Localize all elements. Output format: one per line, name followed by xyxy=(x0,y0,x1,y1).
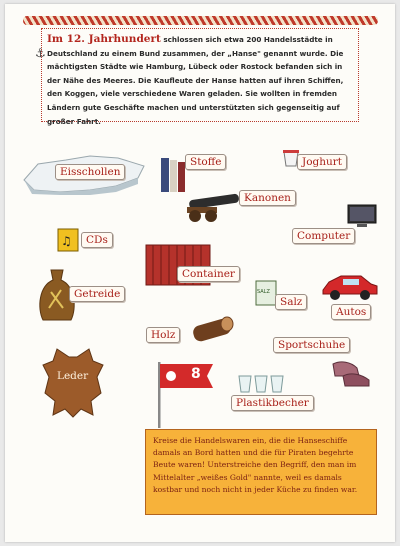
task-instructions-box: Kreise die Handelswaren ein, die die Hanseschiffe damals an Bord hatten und die für Piraten begehrte Beute waren! Unterstreiche den Begriff, den man im Mittelalter „weißes Gold" nannte, weil es damals kostbar und noch nicht in jeder Küche zu finden war. xyxy=(145,429,377,515)
label-stoffe[interactable]: Stoffe xyxy=(185,154,226,170)
plastic-cups-image xyxy=(237,374,287,394)
label-cds[interactable]: CDs xyxy=(81,232,113,248)
anchor-icon: ⚓ xyxy=(35,46,46,60)
label-kanonen[interactable]: Kanonen xyxy=(239,190,296,206)
label-sportschuhe[interactable]: Sportschuhe xyxy=(273,337,350,353)
cd-case-image xyxy=(57,228,79,252)
computer-image xyxy=(347,204,377,230)
intro-body: schlossen sich etwa 200 Handelsstädte in Deutschland zu einem Bund zusammen, der „Hanse" genannt wurde. Die mächtigsten Städte wie Hamburg, Lübeck oder Rostock befanden sich in der Nähe des Meeres. Die Kaufleute der Hanse hatten auf ihren Schiffen, den Koggen, viele verschiedene Waren geladen. Sie wollten in fremden Ländern gute Geschäfte machen und unterstützten sich gegenseitig auf großer Fahrt. xyxy=(47,35,344,126)
svg-text:♫: ♫ xyxy=(61,234,72,248)
worksheet-page xyxy=(5,4,395,542)
intro-lead: Im 12. Jahrhundert xyxy=(47,33,161,45)
label-eisschollen[interactable]: Eisschollen xyxy=(55,164,125,180)
label-container[interactable]: Container xyxy=(177,266,240,282)
label-getreide[interactable]: Getreide xyxy=(69,286,125,302)
rope-decoration xyxy=(23,16,378,25)
intro-text-box xyxy=(41,28,359,126)
sneakers-image xyxy=(329,354,373,390)
label-salz[interactable]: Salz xyxy=(275,294,307,310)
label-joghurt[interactable]: Joghurt xyxy=(297,154,347,170)
car-image xyxy=(319,270,381,302)
label-computer[interactable]: Computer xyxy=(292,228,355,244)
leather-hide-image xyxy=(41,347,105,419)
wood-log-image xyxy=(189,316,235,346)
label-holz[interactable]: Holz xyxy=(146,327,180,343)
label-plastikbecher[interactable]: Plastikbecher xyxy=(231,395,314,411)
label-autos[interactable]: Autos xyxy=(331,304,371,320)
flag-number: 8 xyxy=(191,366,201,382)
cannon-image xyxy=(183,189,243,223)
label-leder[interactable]: Leder xyxy=(57,370,89,382)
salt-box-text: SALZ xyxy=(257,289,270,295)
pirate-flag-image xyxy=(155,360,219,430)
